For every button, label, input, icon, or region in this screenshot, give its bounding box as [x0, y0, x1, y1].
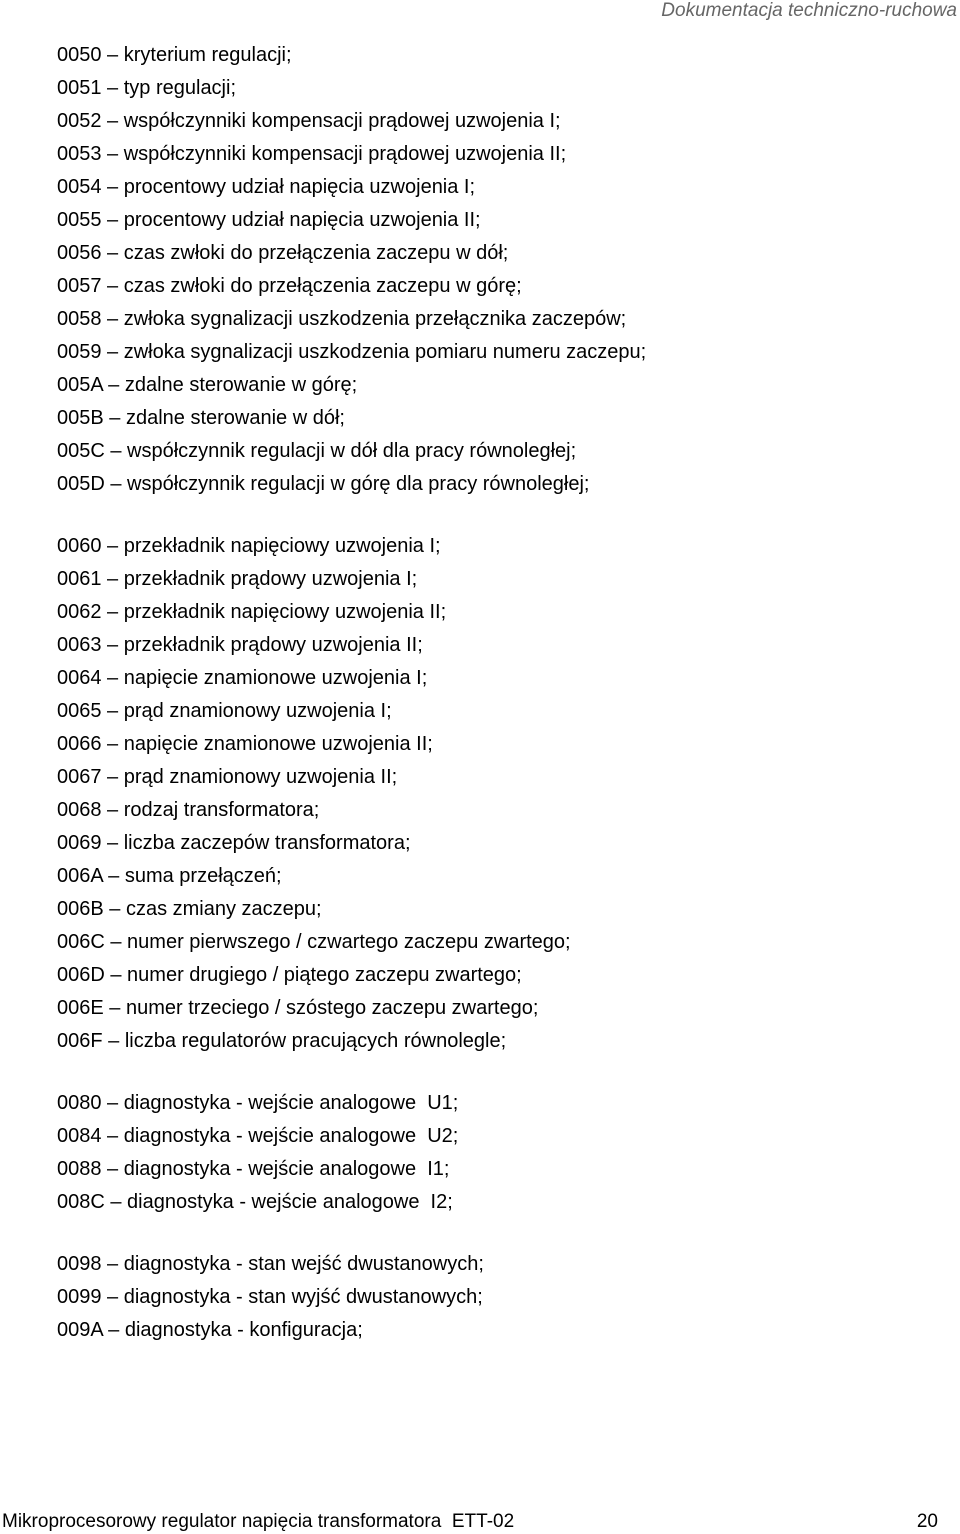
list-item: 0051 – typ regulacji;	[57, 77, 237, 99]
list-item: 005A – zdalne sterowanie w górę;	[57, 374, 358, 396]
list-item: 006E – numer trzeciego / szóstego zaczepu zwartego;	[57, 997, 539, 1019]
list-item: 0053 – współczynniki kompensacji prądowej uzwojenia II;	[57, 143, 567, 165]
list-item: 006B – czas zmiany zaczepu;	[57, 898, 322, 920]
list-item: 0055 – procentowy udział napięcia uzwojenia II;	[57, 209, 481, 231]
list-item: 0056 – czas zwłoki do przełączenia zaczepu w dół;	[57, 242, 509, 264]
list-item: 0064 – napięcie znamionowe uzwojenia I;	[57, 667, 428, 689]
parameter-group	[57, 39, 937, 501]
list-item: 0067 – prąd znamionowy uzwojenia II;	[57, 766, 398, 788]
list-item: 0050 – kryterium regulacji;	[57, 44, 292, 66]
list-item: 0063 – przekładnik prądowy uzwojenia II;	[57, 634, 423, 656]
list-item: 008C – diagnostyka - wejście analogowe I2;	[57, 1191, 453, 1213]
list-item: 0084 – diagnostyka - wejście analogowe U2;	[57, 1125, 459, 1147]
list-item: 0068 – rodzaj transformatora;	[57, 799, 320, 821]
list-item: 0065 – prąd znamionowy uzwojenia I;	[57, 700, 392, 722]
list-item: 006F – liczba regulatorów pracujących równolegle;	[57, 1030, 507, 1052]
list-item: 0052 – współczynniki kompensacji prądowej uzwojenia I;	[57, 110, 561, 132]
list-item: 006C – numer pierwszego / czwartego zaczepu zwartego;	[57, 931, 571, 953]
list-item: 0099 – diagnostyka - stan wyjść dwustanowych;	[57, 1286, 483, 1308]
list-item: 0057 – czas zwłoki do przełączenia zaczepu w górę;	[57, 275, 522, 297]
list-item: 006D – numer drugiego / piątego zaczepu zwartego;	[57, 964, 522, 986]
list-item: 0088 – diagnostyka - wejście analogowe I1;	[57, 1158, 450, 1180]
parameter-group	[57, 1087, 937, 1219]
list-item: 006A – suma przełączeń;	[57, 865, 282, 887]
list-item: 0058 – zwłoka sygnalizacji uszkodzenia przełącznika zaczepów;	[57, 308, 627, 330]
list-item: 005C – współczynnik regulacji w dół dla pracy równoległej;	[57, 440, 577, 462]
list-item: 0060 – przekładnik napięciowy uzwojenia I;	[57, 535, 441, 557]
list-item: 0062 – przekładnik napięciowy uzwojenia II;	[57, 601, 447, 623]
parameter-group	[57, 1248, 937, 1347]
list-item: 0059 – zwłoka sygnalizacji uszkodzenia pomiaru numeru zaczepu;	[57, 341, 647, 363]
list-item: 0080 – diagnostyka - wejście analogowe U1;	[57, 1092, 459, 1114]
list-item: 0069 – liczba zaczepów transformatora;	[57, 832, 411, 854]
list-item: 005D – współczynnik regulacji w górę dla pracy równoległej;	[57, 473, 590, 495]
page-header: Dokumentacja techniczno-ruchowa	[661, 0, 957, 21]
list-item: 0061 – przekładnik prądowy uzwojenia I;	[57, 568, 418, 590]
page-number: 20	[916, 1511, 938, 1532]
list-item: 0098 – diagnostyka - stan wejść dwustanowych;	[57, 1253, 484, 1275]
list-item: 0066 – napięcie znamionowe uzwojenia II;	[57, 733, 433, 755]
list-item: 009A – diagnostyka - konfiguracja;	[57, 1319, 363, 1341]
list-item: 005B – zdalne sterowanie w dół;	[57, 407, 345, 429]
parameter-list	[57, 39, 937, 1347]
list-item: 0054 – procentowy udział napięcia uzwojenia I;	[57, 176, 476, 198]
footer-title: Mikroprocesorowy regulator napięcia transformatora ETT-02	[2, 1511, 515, 1532]
parameter-group	[57, 530, 937, 1058]
